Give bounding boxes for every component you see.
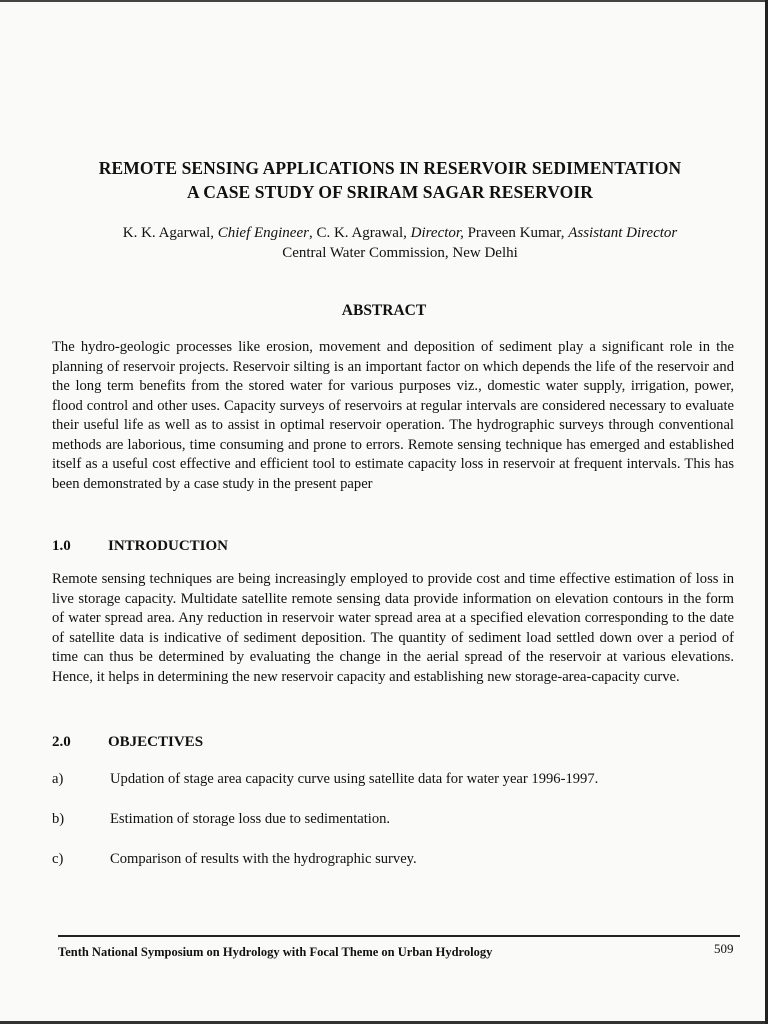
objective-letter: b) (52, 811, 65, 827)
objective-item (52, 851, 742, 868)
section-number: 1.0 (52, 538, 71, 554)
objective-text: Comparison of results with the hydrographic survey. (110, 851, 417, 867)
section-introduction-heading (52, 538, 228, 555)
objective-letter: c) (52, 851, 64, 867)
author-3-name: Praveen Kumar, (467, 225, 565, 241)
author-2-name: C. K. Agrawal, (316, 225, 407, 241)
section-title: INTRODUCTION (108, 538, 229, 554)
footer-rule (58, 935, 740, 937)
section-number: 2.0 (52, 734, 71, 750)
objective-item (52, 811, 742, 828)
author-2-role: Director, (410, 225, 464, 241)
page-top-edge (0, 0, 765, 2)
section-title: OBJECTIVES (108, 734, 204, 750)
author-1-name: K. K. Agarwal, (122, 225, 214, 241)
section-objectives-heading (52, 734, 203, 751)
abstract-text: The hydro-geologic processes like erosion, movement and deposition of sediment play a significant role in the planning of reservoir projects. Reservoir silting is an important factor on which depends the life of the reservoir and the long term benefits from the stored water for various purposes viz., domestic water supply, irrigation, power, flood control and other uses. Capacity surveys of reservoirs at regular intervals are considered necessary to evaluate their useful life as well as to assist in optimal reservoir operation. The hydrographic surveys through conventional methods are laborious, time consuming and prone to errors. Remote sensing technique has emerged and established itself as a useful cost effective and efficient tool to estimate capacity loss in reservoir at frequent intervals. This has been demonstrated by a case study in the present paper (52, 339, 734, 492)
author-1-role: Chief Engineer (217, 225, 309, 241)
objective-item (52, 771, 742, 788)
footer-symposium: Tenth National Symposium on Hydrology with Focal Theme on Urban Hydrology (58, 945, 493, 959)
affiliation: Central Water Commission, New Delhi (282, 245, 518, 261)
abstract-heading: ABSTRACT (341, 302, 427, 319)
title-line-2: A CASE STUDY OF SRIRAM SAGAR RESERVOIR (186, 182, 594, 202)
title-line-1: REMOTE SENSING APPLICATIONS IN RESERVOIR SEDIMENTATION (98, 158, 682, 178)
introduction-text: Remote sensing techniques are being increasingly employed to provide cost and time effective estimation of loss in live storage capacity. Multidate satellite remote sensing data provide information on elevation contours in the form of water spread area. Any reduction in reservoir water spread area at a specified elevation corresponding to the date of satellite data is indicative of sediment deposition. The quantity of sediment load settled down over a period of time can thus be determined by evaluating the change in the aerial spread of the reservoir at various elevations. Hence, it helps in determining the new reservoir capacity and establishing new storage-area-capacity curve. (52, 571, 734, 685)
objective-letter: a) (52, 771, 64, 787)
objective-text: Updation of stage area capacity curve using satellite data for water year 1996-1997. (110, 771, 599, 787)
author-block (40, 223, 760, 263)
page-number: 509 (714, 941, 734, 956)
paper-title (40, 156, 740, 204)
author-line: K. K. Agarwal, Chief Engineer, C. K. Agrawal, Director, Praveen Kumar, Assistant Director (122, 225, 678, 241)
objective-text: Estimation of storage loss due to sedimentation. (110, 811, 391, 827)
author-3-role: Assistant Director (568, 225, 678, 241)
